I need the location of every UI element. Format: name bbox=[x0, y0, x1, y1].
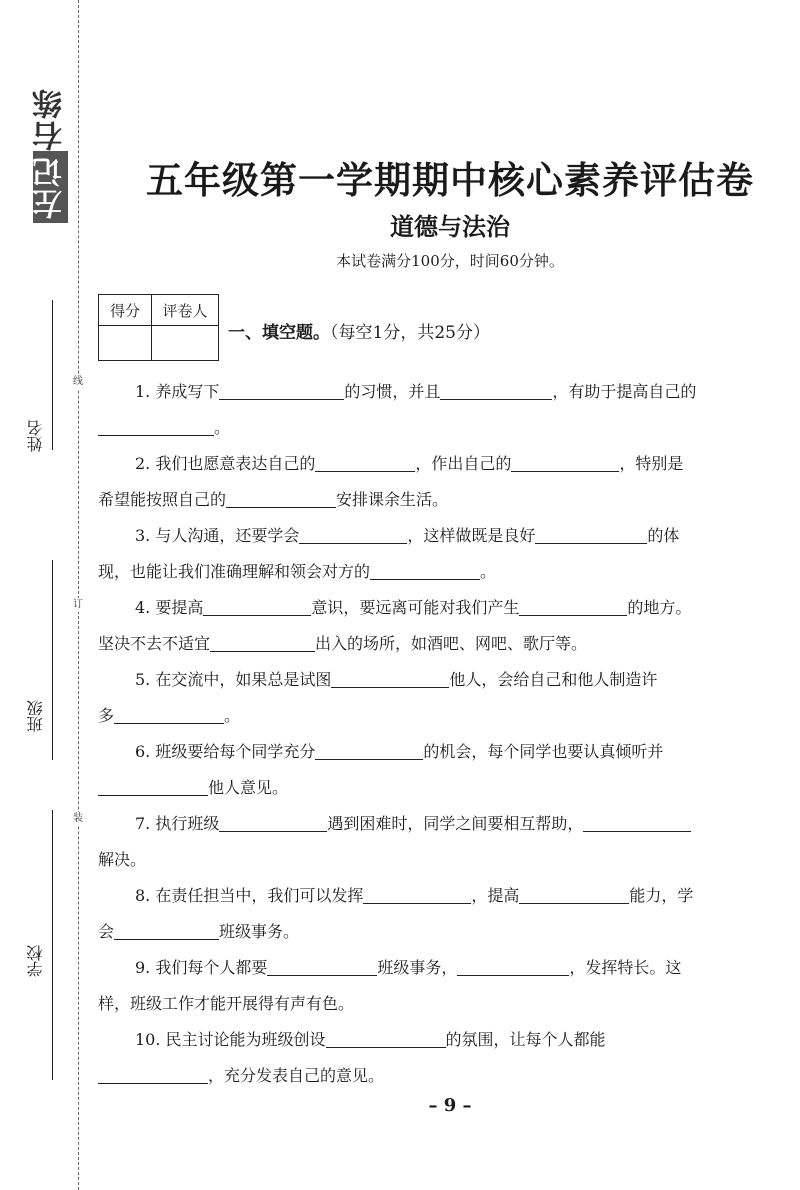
class-field-label: 班级 bbox=[26, 700, 45, 732]
brand-right-text: 右练 bbox=[33, 87, 68, 151]
q3-text-c: 的体 bbox=[647, 526, 680, 545]
q6-text-a: 6. 班级要给每个同学充分 bbox=[135, 742, 316, 761]
section-name: 一、填空题。 bbox=[228, 323, 330, 343]
q4-text-d: 坚决不去不适宜 bbox=[98, 634, 211, 653]
q8-text-c: 能力，学 bbox=[629, 886, 694, 905]
q8-blank-3[interactable] bbox=[114, 919, 219, 940]
q5-text-b: 他人，会给自己和他人制造许 bbox=[449, 670, 658, 689]
q1-blank-3[interactable] bbox=[98, 415, 214, 436]
q2-blank-1[interactable] bbox=[315, 451, 415, 472]
q4-text-b: 意识，要远离可能对我们产生 bbox=[311, 598, 520, 617]
q10-blank-1[interactable] bbox=[326, 1027, 446, 1048]
page-number: – 9 – bbox=[428, 1095, 472, 1116]
q7-blank-2[interactable] bbox=[583, 811, 691, 832]
exam-info: 本试卷满分100分，时间60分钟。 bbox=[336, 252, 564, 270]
q10-text-a: 10. 民主讨论能为班级创设 bbox=[135, 1030, 326, 1049]
q8-text-d: 会 bbox=[98, 922, 115, 941]
q8-text-a: 8. 在责任担当中，我们可以发挥 bbox=[135, 886, 364, 905]
q9-text-a: 9. 我们每个人都要 bbox=[135, 958, 268, 977]
cut-mark-assemble: 装 bbox=[73, 813, 83, 824]
score-header: 得分 bbox=[99, 295, 152, 326]
q3-blank-1[interactable] bbox=[299, 523, 407, 544]
q5-text-c: 多 bbox=[98, 706, 115, 725]
exam-subject: 道德与法治 bbox=[390, 213, 510, 241]
binding-strip bbox=[0, 0, 95, 1190]
q2-text-c: ，特别是 bbox=[619, 454, 684, 473]
q4-text-e: 出入的场所，如酒吧、网吧、歌厅等。 bbox=[315, 634, 588, 653]
question-8 bbox=[98, 878, 748, 950]
q2-text-e: 安排课余生活。 bbox=[336, 490, 449, 509]
q6-blank-1[interactable] bbox=[315, 739, 423, 760]
section-heading bbox=[228, 318, 490, 343]
q2-text-a: 2. 我们也愿意表达自己的 bbox=[135, 454, 316, 473]
q4-text-a: 4. 要提高 bbox=[135, 598, 204, 617]
q9-text-c: ，发挥特长。这 bbox=[569, 958, 682, 977]
q9-text-b: 班级事务， bbox=[377, 958, 458, 977]
q2-text-b: ，作出自己的 bbox=[415, 454, 512, 473]
cut-mark-bind: 订 bbox=[73, 599, 83, 610]
cut-line bbox=[78, 0, 79, 1190]
q4-blank-2[interactable] bbox=[519, 595, 627, 616]
q3-blank-2[interactable] bbox=[535, 523, 647, 544]
q9-text-d: 样，班级工作才能开展得有声有色。 bbox=[98, 994, 355, 1013]
question-6 bbox=[98, 734, 748, 806]
q2-blank-2[interactable] bbox=[511, 451, 619, 472]
q9-blank-2[interactable] bbox=[457, 955, 569, 976]
q10-text-b: 的氛围，让每个人都能 bbox=[445, 1030, 606, 1049]
section-note: （每空1分，共25分） bbox=[330, 323, 490, 343]
school-line bbox=[52, 810, 53, 1080]
name-field-label: 姓名 bbox=[26, 420, 45, 452]
exam-title: 五年级第一学期期中核心素养评估卷 bbox=[146, 158, 754, 202]
score-cell[interactable] bbox=[99, 326, 152, 361]
question-9 bbox=[98, 950, 748, 1022]
question-5 bbox=[98, 662, 748, 734]
q6-text-b: 的机会，每个同学也要认真倾听并 bbox=[423, 742, 664, 761]
q8-text-b: ，提高 bbox=[471, 886, 520, 905]
q3-blank-3[interactable] bbox=[370, 559, 480, 580]
cut-mark-line: 线 bbox=[73, 376, 83, 387]
q2-blank-3[interactable] bbox=[226, 487, 336, 508]
question-1 bbox=[98, 374, 748, 446]
q1-blank-1[interactable] bbox=[219, 379, 344, 400]
q4-blank-1[interactable] bbox=[203, 595, 311, 616]
q7-text-c: 解决。 bbox=[98, 850, 147, 869]
grader-cell[interactable] bbox=[152, 326, 219, 361]
class-line bbox=[52, 560, 53, 760]
q8-text-e: 班级事务。 bbox=[219, 922, 300, 941]
question-4 bbox=[98, 590, 748, 662]
q5-blank-2[interactable] bbox=[114, 703, 224, 724]
grader-header: 评卷人 bbox=[152, 295, 219, 326]
q1-text-b: 的习惯，并且 bbox=[344, 382, 441, 401]
q7-text-a: 7. 执行班级 bbox=[135, 814, 220, 833]
name-line bbox=[52, 300, 53, 450]
q6-blank-2[interactable] bbox=[98, 775, 208, 796]
school-field-label: 学校 bbox=[26, 945, 45, 977]
question-10 bbox=[98, 1022, 748, 1094]
q1-text-a: 1. 养成写下 bbox=[135, 382, 220, 401]
q8-blank-1[interactable] bbox=[363, 883, 471, 904]
q1-text-d: 。 bbox=[214, 418, 231, 437]
q5-text-a: 5. 在交流中，如果总是试图 bbox=[135, 670, 332, 689]
q6-text-c: 他人意见。 bbox=[208, 778, 289, 797]
q1-text-c: ，有助于提高自己的 bbox=[552, 382, 697, 401]
q2-text-d: 希望能按照自己的 bbox=[98, 490, 227, 509]
q3-text-d: 现，也能让我们准确理解和领会对方的 bbox=[98, 562, 371, 581]
q7-blank-1[interactable] bbox=[219, 811, 327, 832]
q10-text-c: ，充分发表自己的意见。 bbox=[208, 1066, 385, 1085]
q3-text-b: ，这样做既是良好 bbox=[407, 526, 536, 545]
question-2 bbox=[98, 446, 748, 518]
q5-text-d: 。 bbox=[224, 706, 241, 725]
q3-text-a: 3. 与人沟通，还要学会 bbox=[135, 526, 300, 545]
brand-logo bbox=[30, 80, 72, 230]
q8-blank-2[interactable] bbox=[519, 883, 629, 904]
q10-blank-2[interactable] bbox=[98, 1063, 208, 1084]
score-table bbox=[98, 294, 219, 361]
q1-blank-2[interactable] bbox=[440, 379, 552, 400]
q4-text-c: 的地方。 bbox=[627, 598, 692, 617]
q5-blank-1[interactable] bbox=[331, 667, 449, 688]
q4-blank-3[interactable] bbox=[210, 631, 315, 652]
q7-text-b: 遇到困难时，同学之间要相互帮助， bbox=[327, 814, 584, 833]
q9-blank-1[interactable] bbox=[267, 955, 377, 976]
brand-left-text: 左记 bbox=[33, 151, 68, 223]
question-3 bbox=[98, 518, 748, 590]
question-7 bbox=[98, 806, 748, 878]
q3-text-e: 。 bbox=[480, 562, 497, 581]
